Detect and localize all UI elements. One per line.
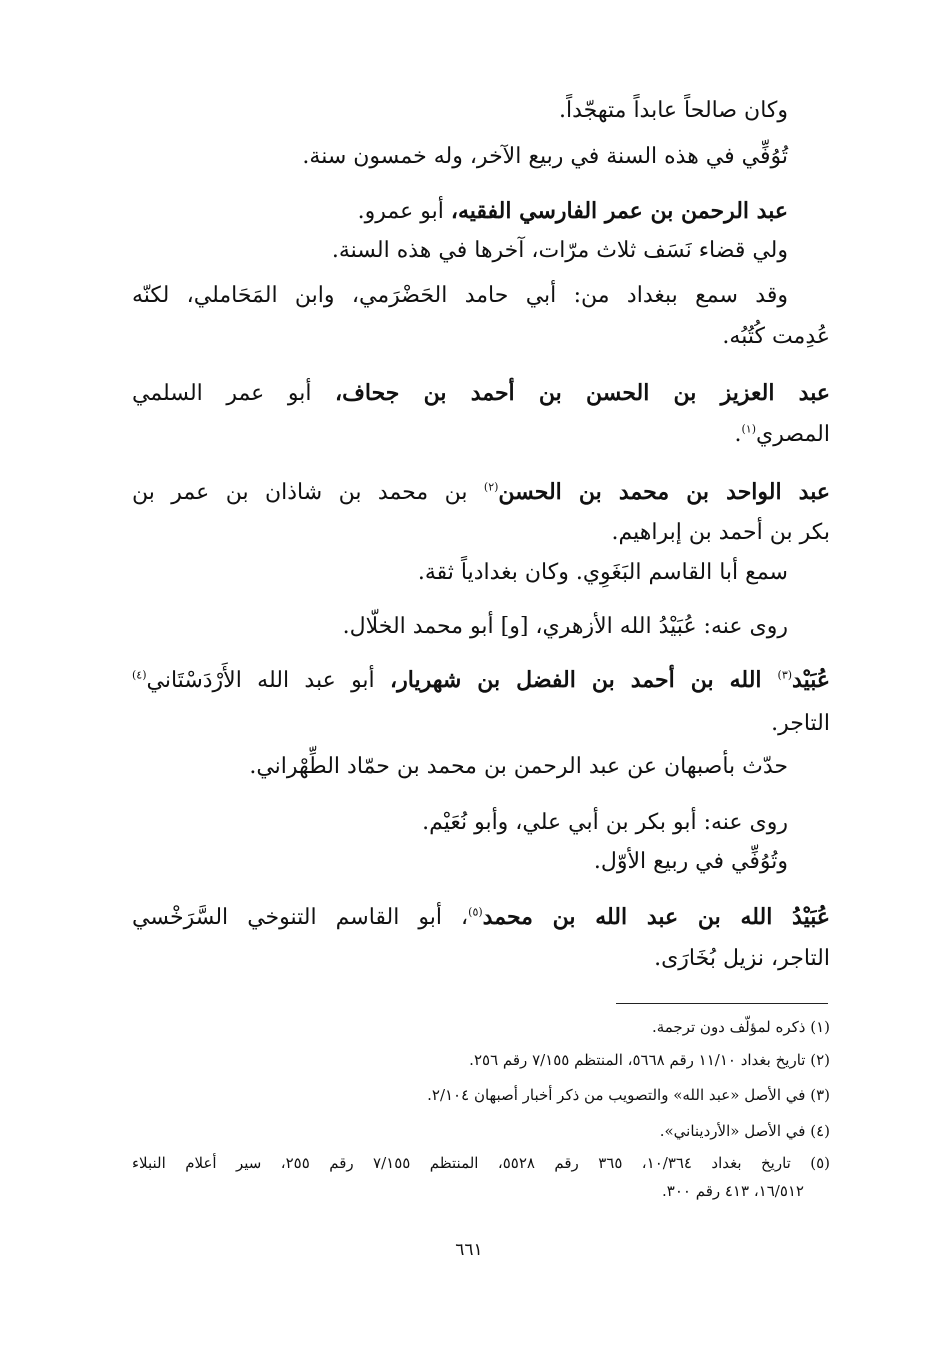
footnote-ref: (٢)	[483, 480, 499, 494]
text-line: روى عنه: عُبَيْدُ الله الأزهري، [و] أبو محمد الخلّال.	[342, 614, 788, 639]
entry-name: الله بن أحمد بن الفضل بن شهريار،	[390, 667, 778, 693]
footnote-ref: (٤)	[132, 668, 147, 682]
text-line: التاجر، نزيل بُخَارَى.	[654, 946, 830, 971]
footnote: (٤) في الأصل «الأرديناني».	[659, 1122, 830, 1140]
footnote-ref: (٣)	[777, 668, 793, 682]
footnotes	[132, 0, 830, 1230]
text-line: تُوُفِّي في هذه السنة في ربيع الآخر، وله خمسون سنة.	[302, 144, 788, 169]
entry-kunya: أبو عمرو.	[357, 199, 451, 224]
text-line: بكر بن أحمد بن إبراهيم.	[611, 520, 830, 545]
text-line: وكان صالحاً عابداً متهجّداً.	[559, 98, 788, 123]
footnote-ref: (١)	[741, 422, 757, 436]
text-line: وتُوُفِّي في ربيع الأوّل.	[593, 849, 788, 874]
entry-kunya: بن محمد بن شاذان بن عمر بن	[132, 480, 484, 505]
entry-name: عبد العزيز بن الحسن بن أحمد بن جحاف،	[335, 380, 830, 406]
footnote-continuation: ١٦/٥١٢، ٤١٣ رقم ٣٠٠.	[661, 1182, 804, 1200]
text-line: التاجر.	[771, 711, 830, 736]
footnote: (٢) تاريخ بغداد ١١/١٠ رقم ٥٦٦٨، المنتظم ٧/١٥٥ رقم ٢٥٦.	[469, 1051, 830, 1069]
page-number: ٦٦١	[455, 1240, 483, 1260]
text-line: سمع أبا القاسم البَغَوِي. وكان بغدادياً ثقة.	[417, 560, 788, 585]
footnote: (٥) تاريخ بغداد ١٠/٣٦٤، ٣٦٥ رقم ٥٥٢٨، المنتظم ٧/١٥٥ رقم ٢٥٥، سير أعلام النبلاء	[132, 1154, 831, 1172]
entry-kunya: ، أبو القاسم التنوخي السَّرَخْسي	[132, 905, 469, 930]
entry-kunya: أبو عبد الله الأَرْدَسْتَاني	[146, 668, 391, 693]
footnote-ref: (٥)	[468, 905, 483, 919]
entry-name: عبد الواحد بن محمد بن الحسن	[498, 479, 830, 505]
footnote: (٣) في الأصل «عبد الله» والتصويب من ذكر أخبار أصبهان ٢/١٠٤.	[427, 1086, 830, 1104]
footnote: (١) ذكره لمؤلّف دون ترجمة.	[651, 1018, 830, 1036]
entry-name: عبد الرحمن بن عمر الفارسي الفقيه،	[450, 198, 788, 224]
text-line: ولي قضاء نَسَف ثلاث مرّات، آخرها في هذه السنة.	[331, 238, 788, 263]
text-line: روى عنه: أبو بكر بن أبي علي، وأبو نُعَيْم.	[422, 810, 788, 835]
entry-text: المصري	[756, 422, 830, 447]
entry-name: عُبَيْد	[792, 667, 830, 693]
entry-kunya: أبو عمر السلمي	[132, 381, 335, 406]
text-line: عُدِمت كُتُبُه.	[722, 324, 830, 349]
entry-name: عُبَيْدُ الله بن عبد الله بن محمد	[482, 904, 830, 930]
entry-text: .	[734, 422, 742, 447]
text-line: حدّث بأصبهان عن عبد الرحمن بن محمد بن حمّاد الطِّهْراني.	[249, 754, 788, 779]
text-line: وقد سمع ببغداد من: أبي حامد الحَضْرَمي، وابن المَحَاملي، لكنّه	[132, 283, 788, 308]
